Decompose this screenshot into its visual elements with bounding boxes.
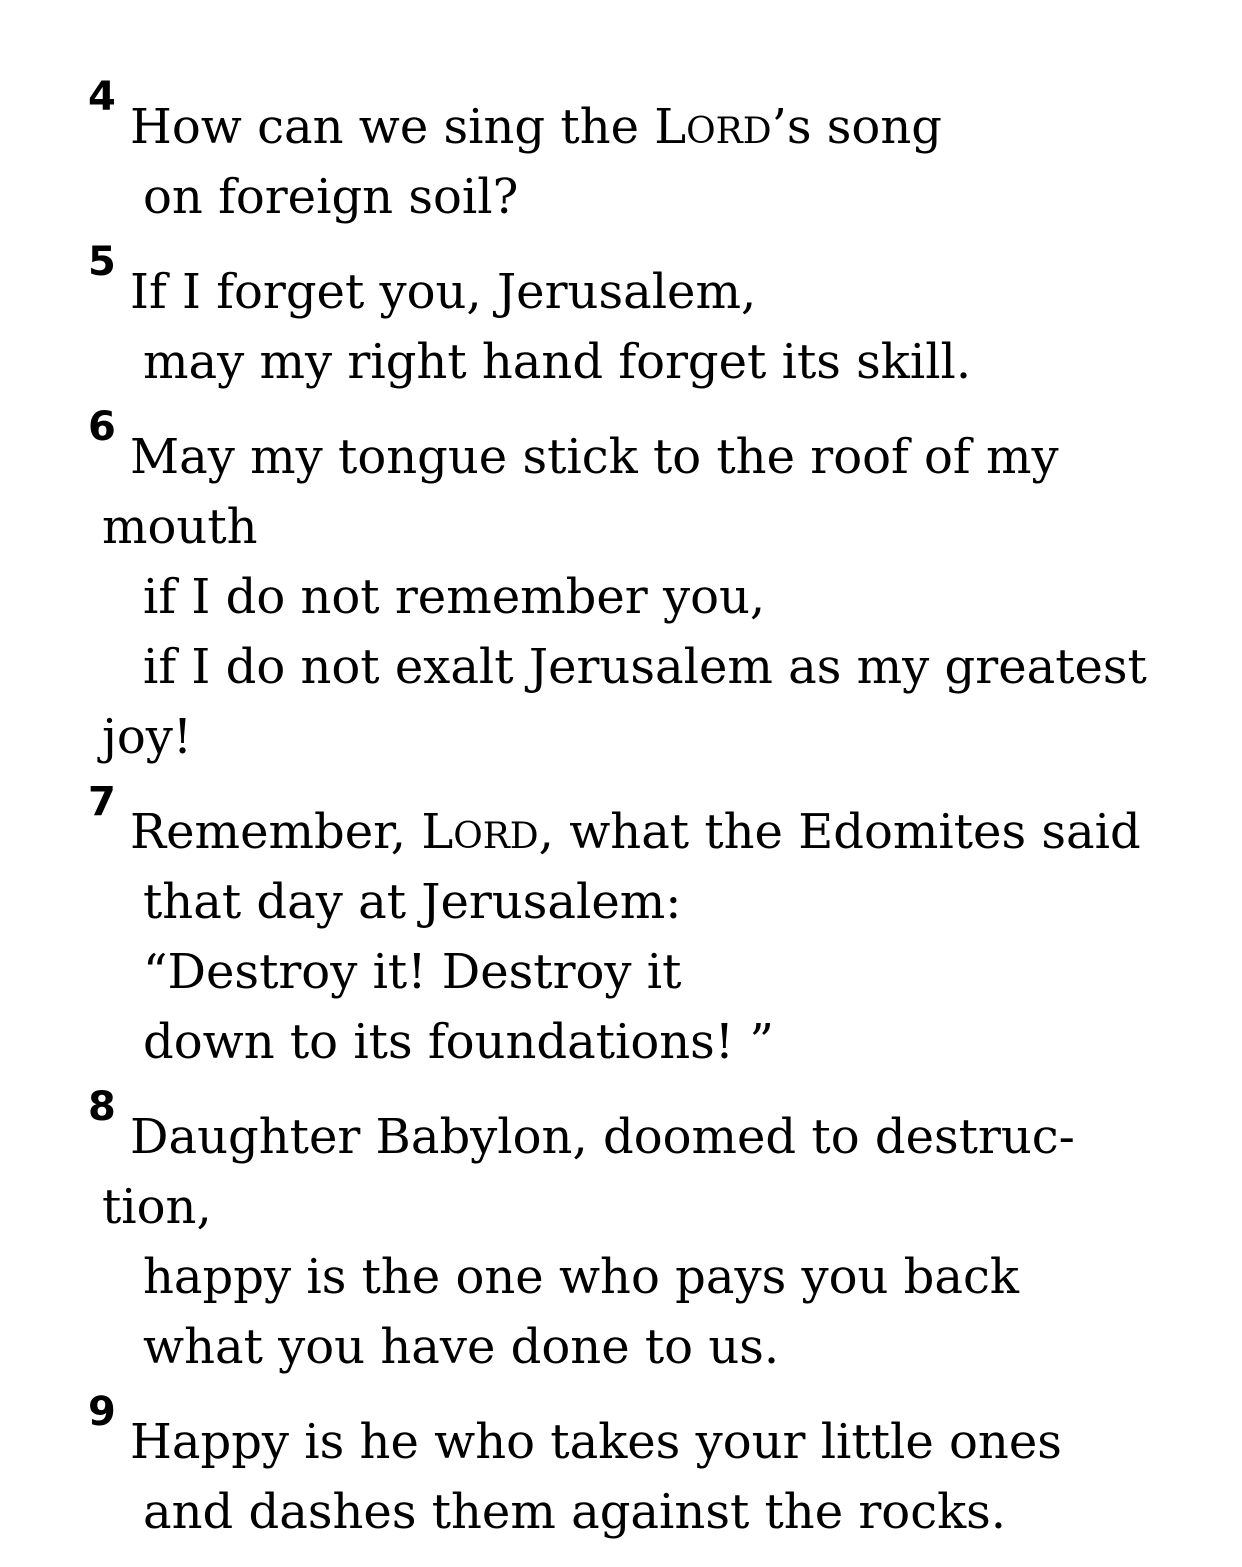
verse-number: 9 (88, 1389, 116, 1435)
verse-line (0, 1007, 1242, 1077)
text-segment: what you have done to us. (143, 1319, 780, 1375)
text-segment: Remember, (130, 804, 422, 860)
verse-number: 6 (88, 404, 116, 450)
verse-6[interactable] (0, 404, 1242, 772)
verse-line (0, 327, 1242, 397)
text-segment: “Destroy it! Destroy it (143, 944, 682, 1000)
verse-line (0, 702, 1242, 772)
text-segment: L (654, 99, 687, 155)
verse-number: 4 (88, 74, 116, 120)
text-segment: down to its foundations! ” (143, 1014, 774, 1070)
text-segment: Daughter Babylon, doomed to destruc- (130, 1109, 1075, 1165)
text-segment: joy! (102, 709, 193, 765)
verse-number: 8 (88, 1084, 116, 1130)
divine-name-smallcaps: ORD (686, 111, 772, 152)
verse-line (0, 1389, 1242, 1477)
text-segment: on foreign soil? (143, 169, 519, 225)
text-segment: How can we sing the (130, 99, 655, 155)
text-segment: If I forget you, Jerusalem, (130, 264, 757, 320)
text-segment: ’s song (771, 99, 942, 155)
text-segment: tion, (102, 1179, 212, 1235)
verse-number: 5 (88, 239, 116, 285)
text-segment: Happy is he who takes your little ones (130, 1414, 1062, 1470)
verse-5[interactable] (0, 239, 1242, 397)
verse-line (0, 1312, 1242, 1382)
verse-line (0, 779, 1242, 867)
divine-name-smallcaps: ORD (453, 816, 539, 857)
verse-line (0, 867, 1242, 937)
text-segment: L (421, 804, 454, 860)
text-segment: May my tongue stick to the roof of my (130, 429, 1059, 485)
text-segment: may my right hand forget its skill. (143, 334, 972, 390)
text-segment: happy is the one who pays you back (143, 1249, 1019, 1305)
verse-9[interactable] (0, 1389, 1242, 1547)
text-segment: and dashes them against the rocks. (143, 1484, 1007, 1540)
verse-line (0, 1477, 1242, 1547)
verse-line (0, 937, 1242, 1007)
text-segment: if I do not remember you, (143, 569, 766, 625)
verse-4[interactable] (0, 74, 1242, 232)
verse-line (0, 162, 1242, 232)
verse-line (0, 562, 1242, 632)
text-segment: if I do not exalt Jerusalem as my greatest (143, 639, 1147, 695)
verse-line (0, 492, 1242, 562)
text-segment: , what the Edomites said (538, 804, 1141, 860)
verse-7[interactable] (0, 779, 1242, 1077)
verse-8[interactable] (0, 1084, 1242, 1382)
text-segment: that day at Jerusalem: (143, 874, 682, 930)
verse-line (0, 239, 1242, 327)
text-segment: mouth (102, 499, 258, 555)
verse-line (0, 404, 1242, 492)
verse-line (0, 1242, 1242, 1312)
verse-line (0, 74, 1242, 162)
verse-number: 7 (88, 779, 116, 825)
verse-line (0, 1084, 1242, 1172)
verse-line (0, 1172, 1242, 1242)
verse-line (0, 632, 1242, 702)
